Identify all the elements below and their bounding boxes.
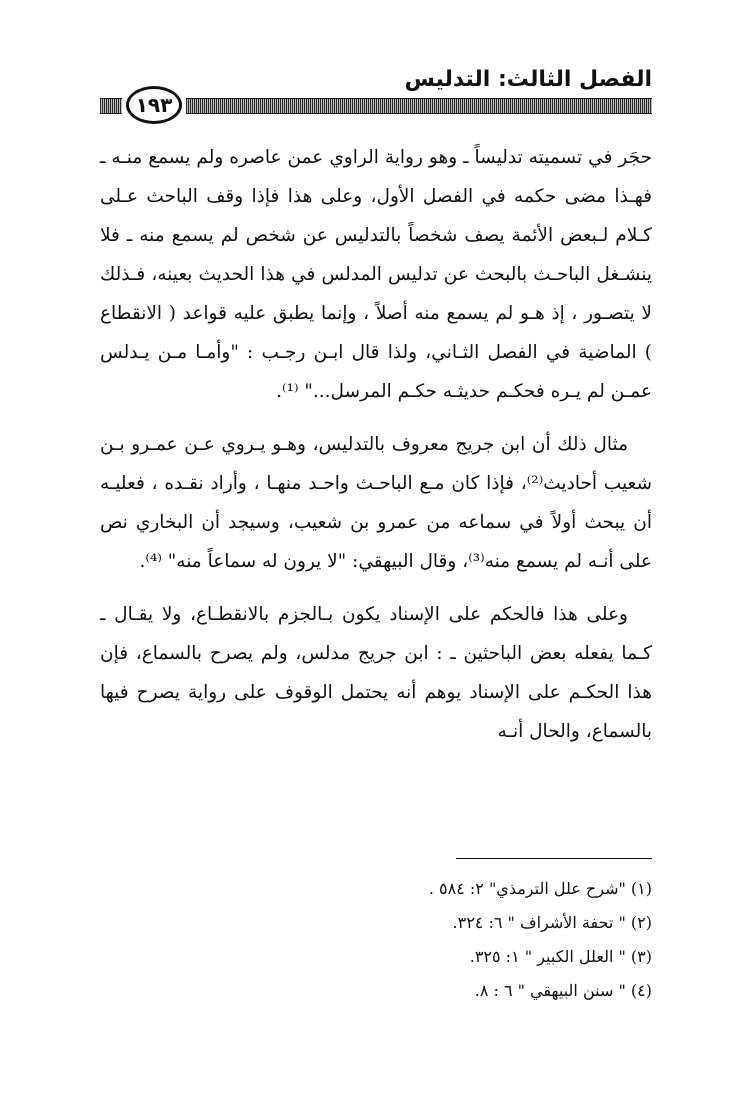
chapter-title: الفصل الثالث: التدليس — [404, 67, 652, 92]
paragraph-3: وعلى هذا فالحكم على الإسناد يكون بـالجزم بالانقطـاع، ولا يقـال ـ كـما يفعله بعض الباحثين ـ : ابن جريج مدلس، ولم يصرح بالسماع، فإن هذا الحكـم على الإسناد يوهم أنه يحتمل الوقوف على رواية يصرح فيها بالسماع، والحال أنـه — [100, 604, 652, 742]
footnote-2: (٢) " تحفة الأشراف " ٦: ٣٢٤. — [452, 913, 652, 932]
footnote-4: (٤) " سنن البيهقي " ٦ : ٨. — [474, 981, 652, 1000]
footnotes — [100, 872, 652, 1008]
footnote-1: (١) "شرح علل الترمذي" ٢: ٥٨٤ . — [428, 879, 652, 898]
header-rule — [186, 98, 652, 114]
footnote-3: (٣) " العلل الكبير " ١: ٣٢٥. — [469, 947, 652, 966]
paragraph-2: مثال ذلك أن ابن جريج معروف بالتدليس، وهـو يـروي عـن عمـرو بـن شعيب أحاديث⁽²⁾، فإذا كان مـع الباحـث واحـد منهـا ، وأراد نقـده ، فعليـه أن يبحث أولاً في سماعه من عمرو بن شعيب، وسيجد أن البخاري نص على أنـه لم يسمع منه⁽³⁾، وقال البيهقي: "لا يرون له سماعاً منه" ⁽⁴⁾. — [100, 434, 652, 572]
page-number: ١٩٣ — [126, 86, 182, 124]
main-text — [100, 138, 652, 751]
paragraph-1: حجَر في تسميته تدليساً ـ وهو رواية الراوي عمن عاصره ولم يسمع منـه ـ فهـذا مضى حكمه في الفصل الأول، وعلى هذا فإذا وقف الباحث عـلى كـلام لـبعض الأئمة يصف شخصاً بالتدليس عن شخص لم يسمع منه ـ فلا ينشـغل الباحـث بالبحث عن تدليس المدلس في هذا الحديث بعينه، فـذلك لا يتصـور ، إذ هـو لم يسمع منه أصلاً ، وإنما يطبق عليه قواعد ( الانقطاع ) الماضية في الفصل الثـاني، ولذا قال ابـن رجـب : "وأمـا مـن يـدلس عمـن لم يـره فحكـم حديثـه حكـم المرسل..." ⁽¹⁾. — [100, 147, 652, 402]
footnote-separator — [456, 858, 652, 859]
header-rule-left — [100, 98, 122, 114]
